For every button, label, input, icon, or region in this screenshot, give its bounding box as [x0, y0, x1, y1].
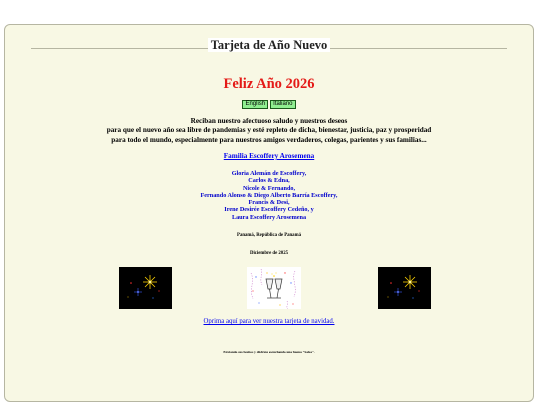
message-line: para todo el mundo, especialmente para nuestros amigos verdaderos, colegas, parientes y sus familias...: [111, 135, 427, 144]
name-line: Francis & Desi,: [248, 199, 290, 207]
christmas-card-link[interactable]: Oprima aquí para ver nuestra tarjeta de navidad.: [203, 318, 335, 325]
english-button[interactable]: English: [242, 100, 268, 109]
fireworks-icon: [119, 267, 172, 309]
name-line: Laura Escoffery Arosemena: [231, 213, 307, 221]
card-legend: Tarjeta de Año Nuevo: [5, 38, 533, 53]
fireworks-left-image: [119, 267, 172, 309]
name-line: Carlos & Edna,: [248, 177, 290, 185]
place-text: Panamá, República de Panamá: [237, 233, 301, 238]
name-line: Gloria Alemán de Escoffery,: [231, 170, 307, 177]
champagne-icon: [247, 267, 301, 309]
champagne-toast-image: [247, 267, 301, 309]
family-names: [5, 170, 533, 221]
language-buttons: [5, 100, 533, 109]
message-line: Reciban nuestro afectuoso saludo y nuestros deseos: [190, 117, 348, 125]
fireworks-icon: [378, 267, 431, 309]
fireworks-right-image: [378, 267, 431, 309]
footer-text: Enviando sus besitos y disfrute escuchando una buena "Salsa".: [223, 350, 315, 354]
name-line: Irene Desirée Escoffery Cedeño, y: [224, 206, 314, 214]
family-link[interactable]: Familia Escoffery Arosemena: [223, 152, 315, 160]
greeting-card: [4, 24, 534, 402]
italiano-button[interactable]: Italiano: [270, 100, 295, 109]
greeting-message: [5, 117, 533, 145]
date-text: Diciembre de 2025: [249, 251, 288, 256]
name-line: Nicole & Fernando,: [242, 184, 296, 192]
headline: Feliz Año 2026: [223, 76, 315, 92]
message-line: para que el nuevo año sea libre de pandemias y esté repleto de dicha, bienestar, justicia, paz y prosperidad: [106, 126, 432, 135]
name-line: Fernando Alonso & Diego Alberto Barría Escoffery,: [200, 191, 338, 199]
